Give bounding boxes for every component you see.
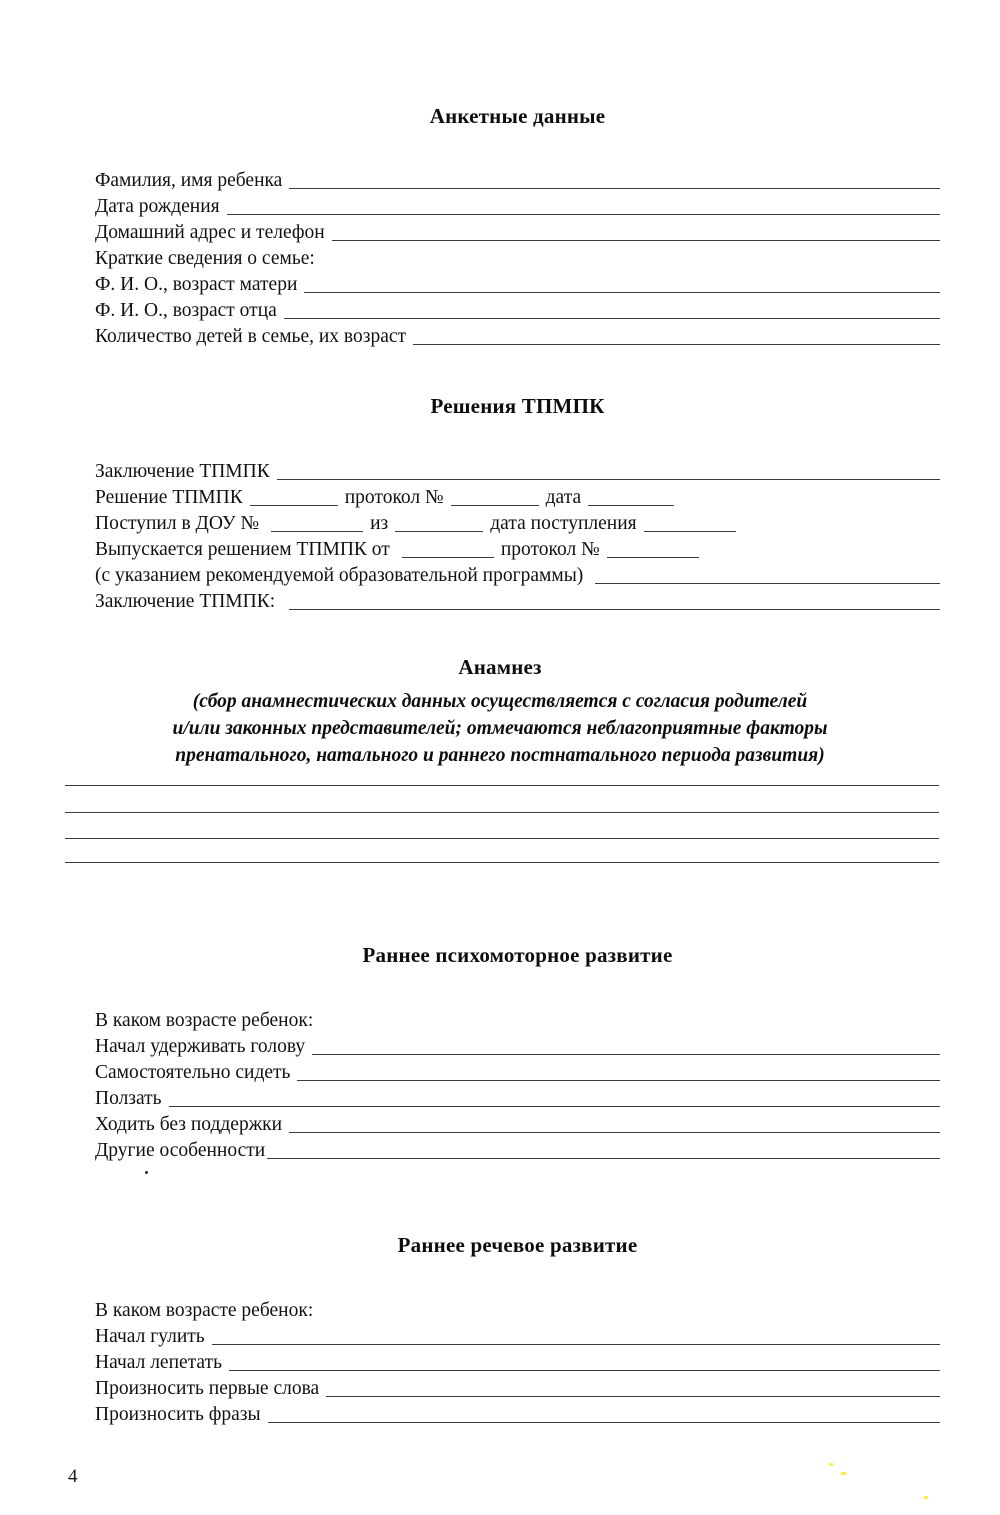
field-label-crawl: Ползать	[95, 1088, 162, 1109]
field-row-father	[95, 298, 940, 324]
field-label-enrollment-date: дата поступления	[490, 513, 637, 534]
field-label-tpmpk-conclusion: Заключение ТПМПК	[95, 461, 270, 482]
field-label-children-count: Количество детей в семье, их возраст	[95, 326, 407, 347]
fill-line-child-name[interactable]	[289, 188, 940, 189]
field-label-speech-intro: В каком возрасте ребенок:	[95, 1300, 314, 1321]
field-label-protocol-number-1: протокол №	[344, 487, 444, 508]
fill-line-address-phone[interactable]	[332, 240, 940, 241]
section-title-psychomotor: Раннее психомоторное развитие	[362, 943, 673, 967]
field-row-sit-alone	[95, 1060, 940, 1086]
field-label-phrases: Произносить фразы	[95, 1404, 261, 1425]
scan-artifact-speck-1	[829, 1463, 833, 1466]
anamnesis-blank-line-2[interactable]	[65, 812, 939, 813]
field-label-enrolled-dou: Поступил в ДОУ №	[95, 513, 260, 534]
fill-line-enrollment-date[interactable]	[644, 531, 736, 532]
field-label-family-info: Краткие сведения о семье:	[95, 248, 315, 269]
field-label-walk-unsupported: Ходить без поддержки	[95, 1114, 283, 1135]
field-row-family-info-heading	[95, 246, 940, 272]
fill-line-protocol-number-1[interactable]	[451, 505, 539, 506]
field-row-graduating	[95, 537, 940, 563]
field-row-child-name	[95, 168, 940, 194]
field-row-program-note	[95, 563, 940, 589]
field-row-cooing	[95, 1324, 940, 1350]
field-row-tpmpk-conclusion-2	[95, 589, 940, 615]
field-label-babbling: Начал лепетать	[95, 1352, 222, 1373]
fill-line-birth-date[interactable]	[227, 214, 940, 215]
anamnesis-blank-line-1[interactable]	[65, 785, 939, 786]
fill-line-graduating-date[interactable]	[402, 557, 494, 558]
fill-line-mother[interactable]	[304, 292, 940, 293]
fill-line-sit-alone[interactable]	[297, 1080, 940, 1081]
fill-line-other-features[interactable]	[267, 1158, 940, 1159]
section-subtitle-anamnesis-line-2: и/или законных представителей; отмечаются неблагоприятные факторы	[172, 718, 828, 739]
fill-line-tpmpk-decision[interactable]	[250, 505, 338, 506]
field-row-birth-date	[95, 194, 940, 220]
section-title-speech: Раннее речевое развитие	[397, 1233, 638, 1257]
field-label-address-phone: Домашний адрес и телефон	[95, 222, 325, 243]
section-speech-development	[95, 1233, 940, 1428]
field-label-cooing: Начал гулить	[95, 1326, 205, 1347]
fill-line-program-note[interactable]	[595, 583, 940, 584]
field-row-babbling	[95, 1350, 940, 1376]
field-label-graduating: Выпускается решением ТПМПК от	[95, 539, 390, 560]
section-title-anamnesis: Анамнез	[458, 655, 542, 679]
section-title-tpmpk: Решения ТПМПК	[430, 394, 605, 418]
scan-artifact-speck-3	[924, 1496, 928, 1499]
scan-artifact-dot	[145, 1171, 148, 1174]
field-row-crawl	[95, 1086, 940, 1112]
fill-line-tpmpk-conclusion[interactable]	[277, 479, 940, 480]
fill-line-phrases[interactable]	[268, 1422, 940, 1423]
section-psychomotor-development	[95, 943, 940, 1164]
fill-line-first-words[interactable]	[326, 1396, 940, 1397]
fill-line-cooing[interactable]	[212, 1344, 940, 1345]
field-row-speech-intro	[95, 1298, 940, 1324]
section-title-personal-data: Анкетные данные	[429, 104, 606, 128]
field-label-other-features: Другие особенности	[95, 1140, 266, 1161]
field-row-mother	[95, 272, 940, 298]
field-row-phrases	[95, 1402, 940, 1428]
field-label-child-name: Фамилия, имя ребенка	[95, 170, 283, 191]
fill-line-dou-number[interactable]	[271, 531, 363, 532]
field-label-first-words: Произносить первые слова	[95, 1378, 320, 1399]
field-label-date-1: дата	[545, 487, 582, 508]
section-subtitle-anamnesis-line-3: пренатального, натального и раннего постнатального периода развития)	[175, 745, 825, 766]
field-label-psychomotor-intro: В каком возрасте ребенок:	[95, 1010, 314, 1031]
fill-line-hold-head[interactable]	[312, 1054, 940, 1055]
section-subtitle-anamnesis-line-1: (сбор анамнестических данных осуществляется с согласия родителей	[192, 691, 808, 712]
field-label-tpmpk-conclusion-2: Заключение ТПМПК:	[95, 591, 276, 612]
field-label-protocol-number-2: протокол №	[500, 539, 600, 560]
fill-line-father[interactable]	[284, 318, 940, 319]
field-row-tpmpk-decision	[95, 485, 940, 511]
anamnesis-blank-line-4[interactable]	[65, 862, 939, 863]
section-tpmpk-decisions	[95, 394, 940, 615]
fill-line-walk-unsupported[interactable]	[289, 1132, 940, 1133]
field-row-enrolled-dou	[95, 511, 940, 537]
field-row-psychomotor-intro	[95, 1008, 940, 1034]
section-personal-data	[95, 104, 940, 350]
fill-line-children-count[interactable]	[413, 344, 940, 345]
field-row-first-words	[95, 1376, 940, 1402]
field-row-other-features	[95, 1138, 940, 1164]
field-row-address-phone	[95, 220, 940, 246]
field-row-tpmpk-conclusion	[95, 459, 940, 485]
fill-line-from[interactable]	[395, 531, 483, 532]
scan-artifact-speck-2	[841, 1472, 846, 1475]
field-label-father: Ф. И. О., возраст отца	[95, 300, 277, 321]
field-row-walk-unsupported	[95, 1112, 940, 1138]
fill-line-tpmpk-conclusion-2[interactable]	[289, 609, 940, 610]
field-label-mother: Ф. И. О., возраст матери	[95, 274, 298, 295]
fill-line-babbling[interactable]	[229, 1370, 940, 1371]
field-label-tpmpk-decision: Решение ТПМПК	[95, 487, 243, 508]
field-row-children-count	[95, 324, 940, 350]
field-label-hold-head: Начал удерживать голову	[95, 1036, 306, 1057]
page-number: 4	[68, 1466, 78, 1487]
anamnesis-blank-line-3[interactable]	[65, 838, 939, 839]
field-label-from: из	[370, 513, 389, 534]
fill-line-crawl[interactable]	[169, 1106, 940, 1107]
field-label-sit-alone: Самостоятельно сидеть	[95, 1062, 291, 1083]
field-label-program-note: (с указанием рекомендуемой образовательной программы)	[95, 565, 584, 586]
fill-line-protocol-number-2[interactable]	[607, 557, 699, 558]
fill-line-date-1[interactable]	[588, 505, 674, 506]
field-label-birth-date: Дата рождения	[95, 196, 220, 217]
section-anamnesis	[62, 655, 938, 769]
field-row-hold-head	[95, 1034, 940, 1060]
